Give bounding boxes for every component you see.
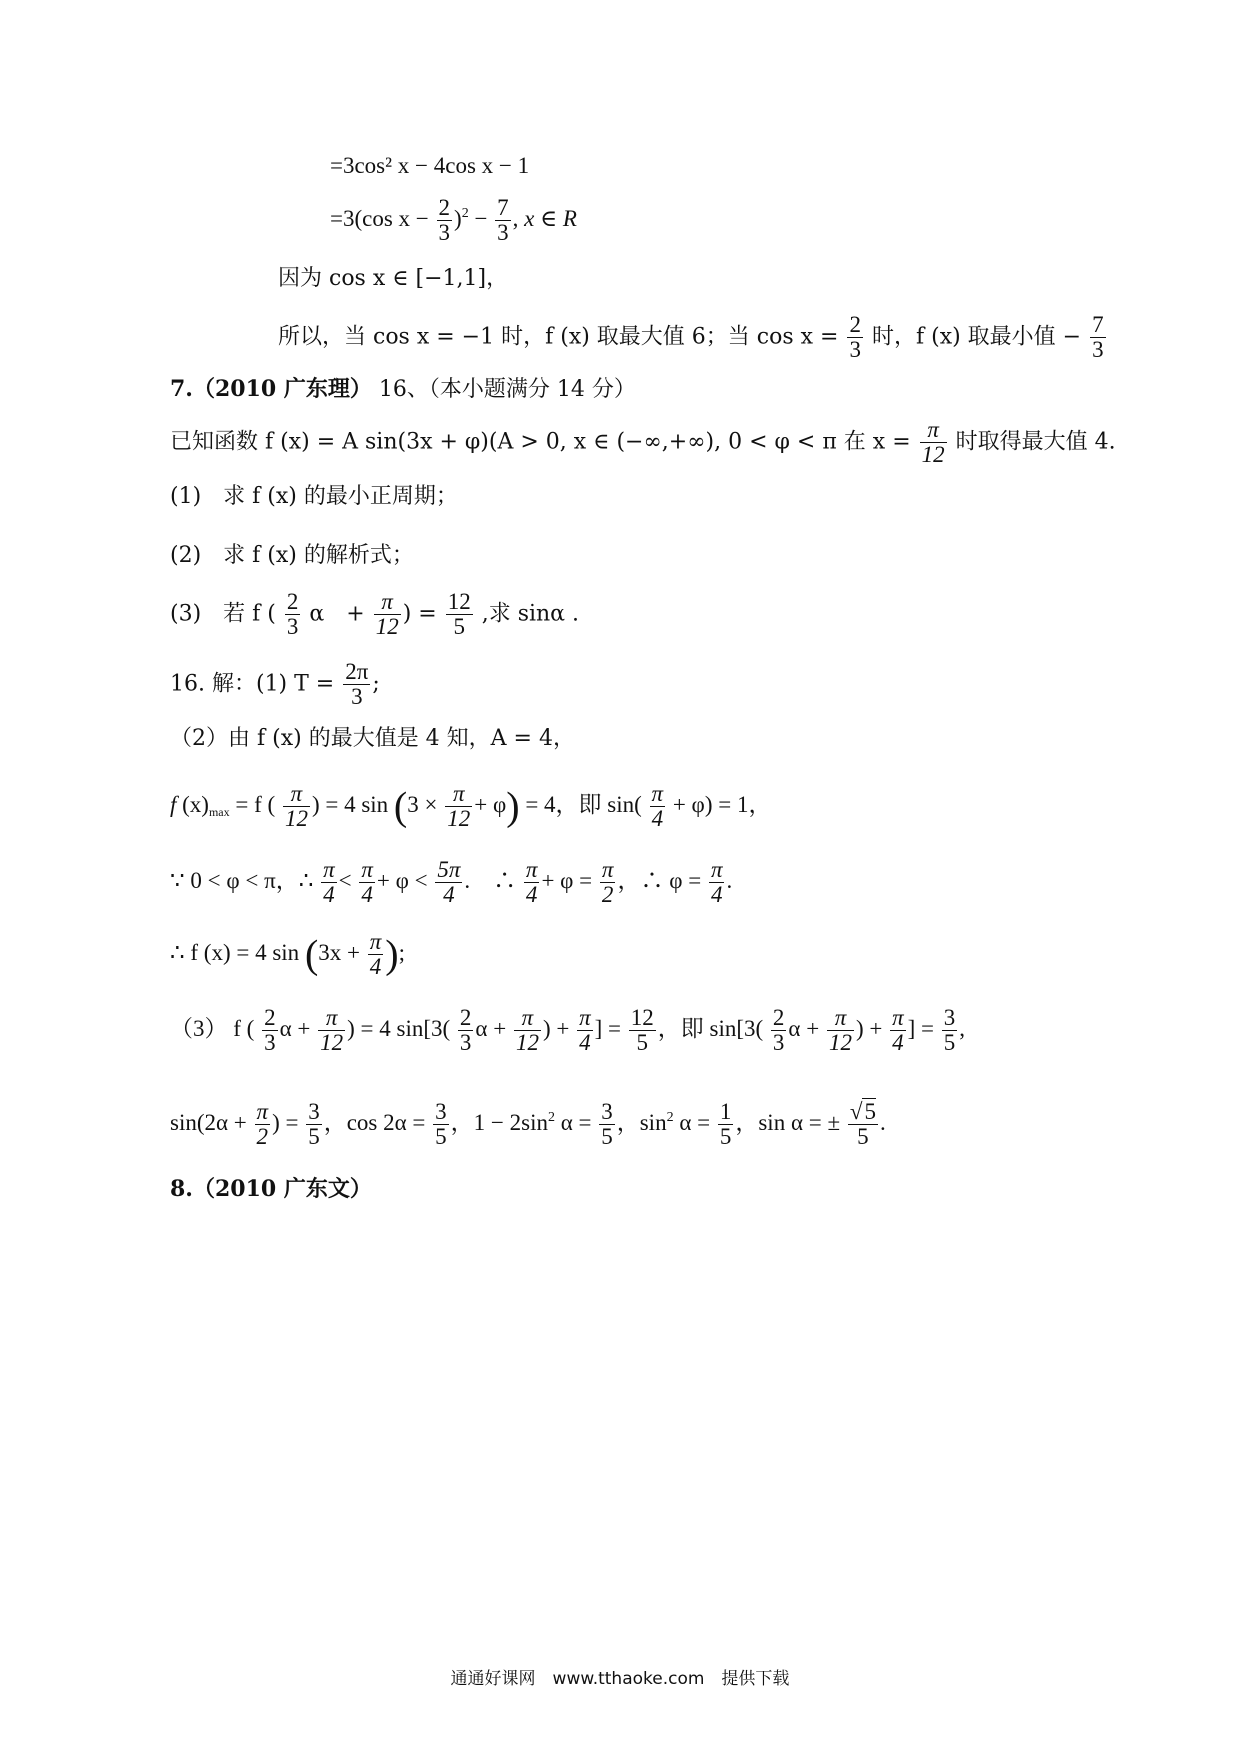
page-footer (0, 1664, 1240, 1689)
equation-left: =3(cos x − (330, 205, 429, 231)
fraction-pi-12: $\frac{\pi}{12}$ (320, 1005, 344, 1056)
solution-part-2 (170, 728, 575, 750)
equation-line-1 (330, 154, 529, 177)
fraction-pi-12: $\frac{\pi}{12}$ (921, 417, 945, 468)
fraction-pi-12: $\frac{\pi}{12}$ (447, 781, 471, 832)
fraction-1-5: $\frac{1}{5}$ (719, 1099, 732, 1150)
fraction-2-3: $\frac{2}{3}$ (772, 1005, 785, 1056)
solution-formula-line: ∴ f (x) = 4 sin (3x + $\frac{\pi}{4}$ ); (170, 929, 405, 980)
fraction-2-3: $\frac{2}{3}$ (264, 1005, 276, 1056)
question-3-prefix: (3) 若 f ( (170, 601, 276, 627)
conclusion-line (278, 313, 1108, 362)
because-line (278, 268, 508, 290)
solution-final-line: sin(2α + $\frac{\pi}{2}$ ) = $\frac{3}{5}$ ，cos 2α = $\frac{3}{5}$ ，$1 - 2\sin^2$ α = $\frac{3}{5}$ ，$\sin^2 \alpha$ = $\frac{1}{5}$ ，sin α = ± $\frac{√5}{5}$ . (170, 1099, 886, 1150)
solution-part-3-line: （3） f ( $\frac{2}{3}$ α + $\frac{\pi}{12}$ ) = 4 sin[3( $\frac{2}{3}$ α + $\frac{\pi}{12}$ ) + $\frac{\pi}{4}$ ] = $\frac{12}{5}$ ，即 sin[3( $\frac{2}{3}$ α + $\frac{\pi}{12}$ ) + $\frac{\pi}{4}$ ] = $\frac{3}{5}$ , (170, 1005, 966, 1056)
problem-7-stem-suffix: 时取得最大值 4. (955, 429, 1116, 455)
fraction-pi-12: $\frac{\pi}{12}$ (828, 1005, 852, 1056)
fraction-2-3: $\frac{2}{3}$ (849, 312, 861, 363)
question-2-text: (2) 求 f (x) 的解析式； (170, 543, 414, 568)
solution-phi-line: ∵ 0 < φ < π，∴ $\frac{\pi}{4}$ < $\frac{\pi}{4}$ + φ < $\frac{5\pi}{4}$ . ∴ $\frac{\pi}{4}$ + φ = $\frac{\pi}{2}$ ，∴ φ = $\frac{\pi}{4}$ . (170, 857, 733, 908)
solution-4-start: ∵ 0 < φ < π，∴ (170, 867, 314, 893)
solution-2-text: （2）由 f (x) 的最大值是 4 知，A = 4， (170, 726, 575, 751)
solution-5-start: ∴ f (x) = 4 sin (170, 939, 300, 965)
fraction-12-5: $\frac{12}{5}$ (630, 1005, 654, 1056)
fraction-3-5: $\frac{3}{5}$ (308, 1099, 320, 1150)
question-3-suffix: ,求 sinα . (481, 601, 580, 627)
fraction-2-3: $\frac{2}{3}$ (438, 195, 451, 246)
fraction-pi-4: $\frac{\pi}{4}$ (651, 781, 664, 832)
fraction-pi-4: $\frac{\pi}{4}$ (710, 857, 723, 908)
fraction-7-3: $\frac{7}{3}$ (1092, 312, 1104, 363)
fraction-2-3: $\frac{2}{3}$ (459, 1005, 472, 1056)
solution-6-start: （3） f ( (170, 1015, 255, 1041)
fraction-pi-2: $\frac{\pi}{2}$ (256, 1099, 269, 1150)
fraction-pi-4: $\frac{\pi}{4}$ (323, 857, 335, 908)
question-2 (170, 545, 414, 567)
footer-text: 通通好课网 www.tthaoke.com 提供下载 (450, 1669, 790, 1689)
fraction-2-3: $\frac{2}{3}$ (286, 589, 299, 640)
problem-7-stem (170, 418, 1116, 467)
question-3: (3) 若 f ( $\frac{2}{3}$ α + $\frac{\pi}{12}$ ) = $\frac{12}{5}$ ,求 sinα . (170, 589, 580, 640)
problem-7-stem-prefix: 已知函数 f (x) = A sin(3x + φ)(A > 0, x ∈ (−∞,+∞), 0 < φ < π 在 x = (170, 429, 911, 455)
because-text: 因为 cos x ∈ [−1,1]， (278, 266, 509, 291)
fraction-pi-2: $\frac{\pi}{2}$ (601, 857, 614, 908)
problem-8-header (170, 1178, 372, 1201)
fraction-pi-12: $\frac{\pi}{12}$ (515, 1005, 539, 1056)
fraction-2pi-3: $\frac{2\pi}{3}$ (345, 659, 369, 710)
solution-7-start: sin(2α + (170, 1109, 247, 1135)
fraction-3-5: $\frac{3}{5}$ (943, 1005, 956, 1056)
question-1-text: (1) 求 f (x) 的最小正周期； (170, 484, 458, 509)
problem-7-label: 7.（2010 广东理） (170, 376, 372, 402)
solution-3-tail: + φ) = 1， (672, 791, 772, 817)
fraction-3-5: $\frac{3}{5}$ (435, 1099, 447, 1150)
problem-7-desc: 16、（本小题满分 14 分） (378, 377, 636, 402)
fraction-pi-4: $\frac{\pi}{4}$ (361, 857, 373, 908)
fraction-pi-4: $\frac{\pi}{4}$ (579, 1005, 591, 1056)
solution-3-mid: = 4，即 sin( (525, 791, 642, 817)
fraction-pi-12: $\frac{\pi}{12}$ (284, 781, 308, 832)
fraction-pi-4: $\frac{\pi}{4}$ (525, 857, 538, 908)
fraction-3-5: $\frac{3}{5}$ (601, 1099, 613, 1150)
equation-domain: x ∈ R (524, 205, 577, 231)
conclusion-prefix: 所以，当 cos x = −1 时，f (x) 取最大值 6；当 cos x = (278, 324, 839, 350)
solution-part-1: 16. 解：(1) T = $\frac{2\pi}{3}$ ; (170, 659, 380, 710)
question-1 (170, 486, 458, 508)
fraction-7-3: $\frac{7}{3}$ (497, 195, 509, 246)
equation-line-2: =3(cos x − $\frac{2}{3}$ )$^2$ − $\frac{7}{3}$ , x ∈ R (330, 195, 577, 246)
fraction-pi-12: $\frac{\pi}{12}$ (375, 589, 399, 640)
fraction-5pi-4: $\frac{5\pi}{4}$ (437, 857, 461, 908)
fraction-12-5: $\frac{12}{5}$ (447, 589, 471, 640)
equation-text: =3cos² x − 4cos x − 1 (330, 153, 530, 178)
fraction-sqrt5-5: $\frac{√5}{5}$ (849, 1099, 876, 1150)
conclusion-mid: 时，f (x) 取最小值 − (871, 324, 1082, 350)
solution-fmax-line: f $(x)_{max} = f$ ( $\frac{\pi}{12}$ ) = 4 sin (3 × $\frac{\pi}{12}$ + φ) = 4，即 sin( $\frac{\pi}{4}$ + φ) = 1， (170, 781, 772, 832)
problem-8-label: 8.（2010 广东文） (170, 1176, 372, 1202)
fraction-pi-4: $\frac{\pi}{4}$ (369, 929, 382, 980)
solution-1-prefix: 16. 解：(1) T = (170, 671, 335, 697)
fraction-pi-4: $\frac{\pi}{4}$ (892, 1005, 904, 1056)
problem-7-header (170, 378, 636, 401)
